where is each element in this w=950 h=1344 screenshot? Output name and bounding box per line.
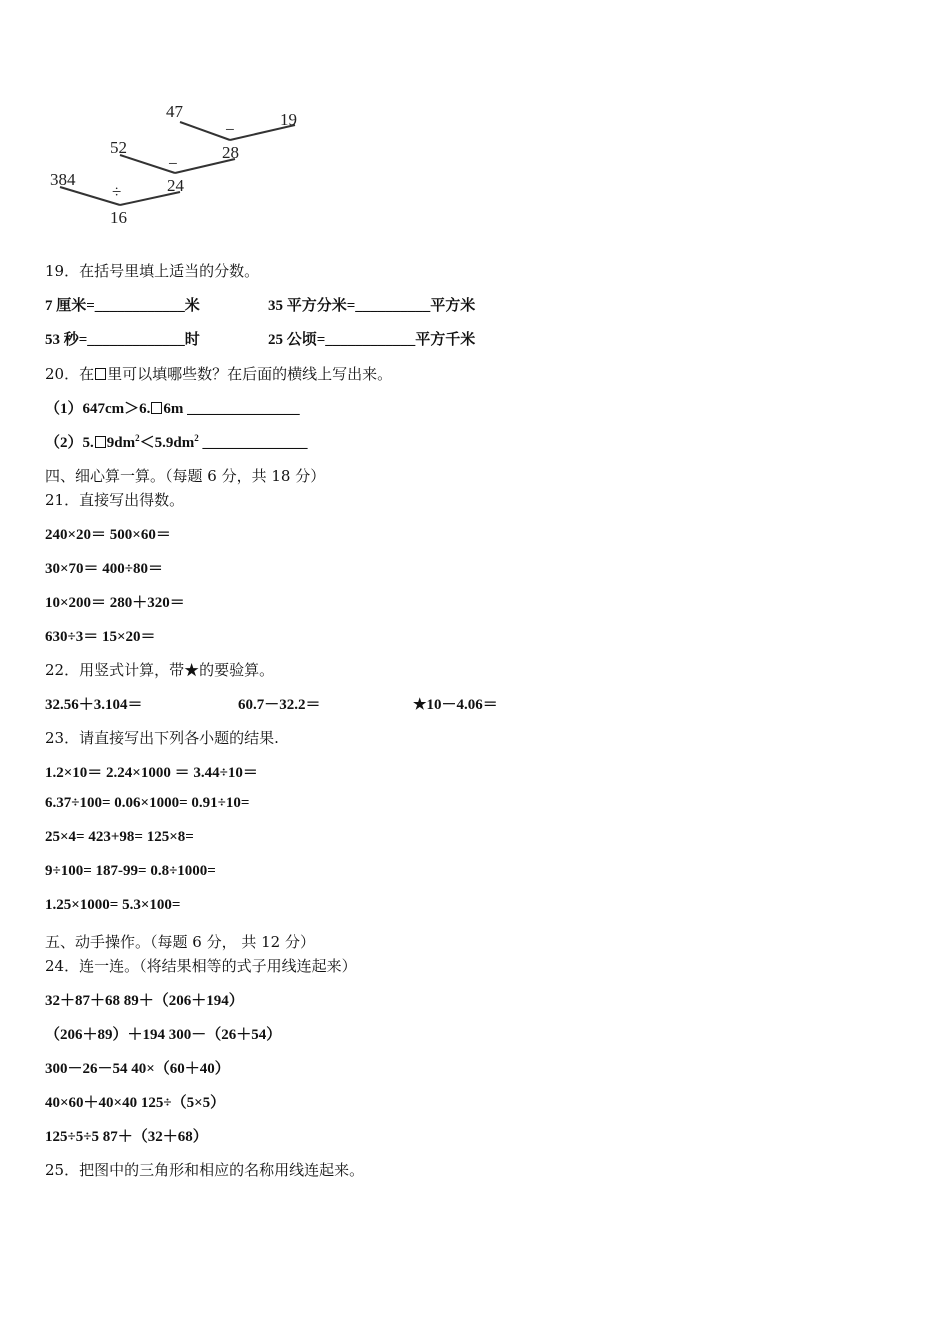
q24-row-3: 300－26－54 40×（60＋40） — [45, 1061, 230, 1077]
q20-title-start: 20．在 — [45, 365, 95, 383]
q23-row-1: 1.2×10＝ 2.24×1000 ＝ 3.44÷10＝ — [45, 765, 258, 781]
operator-minus-2: − — [168, 154, 178, 173]
q23-row-3: 25×4= 423+98= 125×8= — [45, 829, 194, 845]
q24-row-5: 125÷5÷5 87＋（32＋68） — [45, 1129, 208, 1145]
number-384: 384 — [50, 170, 76, 189]
superscript-2: 2 — [135, 433, 140, 443]
q24-title: 24．连一连。（将结果相等的式子用线连起来） — [45, 957, 357, 975]
branch-52-line — [120, 155, 175, 173]
q21-row-4: 630÷3＝ 15×20＝ — [45, 629, 156, 645]
number-47: 47 — [166, 102, 183, 121]
q24-row-1: 32＋87＋68 89＋（206＋194） — [45, 993, 244, 1009]
number-24: 24 — [167, 176, 184, 195]
q23-row-4: 9÷100= 187-99= 0.8÷1000= — [45, 863, 216, 879]
q20-part-1-end: 6m _______________ — [163, 401, 300, 417]
q22-item-c: ★10－4.06＝ — [413, 697, 498, 713]
q22-item-b: 60.7－32.2＝ — [238, 697, 321, 713]
number-52: 52 — [110, 138, 127, 157]
q24-row-4: 40×60＋40×40 125÷（5×5） — [45, 1095, 226, 1111]
q21-row-1: 240×20＝ 500×60＝ — [45, 527, 171, 543]
q21-row-3: 10×200＝ 280＋320＝ — [45, 595, 185, 611]
q20-part-1-start: （1）647cm＞6. — [45, 401, 151, 417]
blank-box-icon — [151, 402, 162, 414]
operator-divide: ÷ — [112, 182, 122, 201]
number-16: 16 — [110, 208, 127, 227]
q19-item-4: 25 公顷=____________平方千米 — [268, 332, 476, 348]
calculation-tree-diagram — [40, 95, 320, 235]
q23-row-2: 6.37÷100= 0.06×1000= 0.91÷10= — [45, 795, 250, 811]
q22-title: 22．用竖式计算，带★的要验算。 — [45, 661, 275, 679]
q20-part-2-start: （2）5. — [45, 435, 94, 451]
branch-47-line — [180, 122, 230, 140]
q25-title: 25．把图中的三角形和相应的名称用线连起来。 — [45, 1161, 365, 1179]
q21-row-2: 30×70＝ 400÷80＝ — [45, 561, 164, 577]
q24-row-2: （206＋89）＋194 300－（26＋54） — [45, 1027, 282, 1043]
blank-box-icon — [95, 436, 106, 448]
q20-title — [45, 363, 392, 384]
superscript-2: 2 — [194, 433, 199, 443]
q20-part-2 — [45, 431, 307, 452]
q20-part-2-end: ______________ — [198, 435, 308, 451]
q20-part-1 — [45, 397, 300, 418]
q19-item-3: 53 秒=_____________时 — [45, 332, 200, 348]
section-5-heading: 五、动手操作。（每题 6 分， 共 12 分） — [45, 933, 315, 951]
q23-title: 23．请直接写出下列各小题的结果. — [45, 729, 279, 747]
number-19: 19 — [280, 110, 297, 129]
q19-item-1: 7 厘米=____________米 — [45, 298, 200, 314]
operator-minus-1: − — [225, 120, 235, 139]
q19-title: 19．在括号里填上适当的分数。 — [45, 262, 260, 280]
number-28: 28 — [222, 143, 239, 162]
q22-item-a: 32.56＋3.104＝ — [45, 697, 143, 713]
q19-item-2: 35 平方分米=__________平方米 — [268, 298, 476, 314]
q20-part-2-mid: 9dm — [106, 435, 136, 451]
q21-title: 21．直接写出得数。 — [45, 491, 185, 509]
branch-384-line — [60, 187, 120, 205]
q20-part-2-mid2: ＜5.9dm — [139, 435, 195, 451]
q23-row-5: 1.25×1000= 5.3×100= — [45, 897, 181, 913]
q20-title-end: 里可以填哪些数？在后面的横线上写出来。 — [107, 365, 393, 383]
section-4-heading: 四、细心算一算。（每题 6 分，共 18 分） — [45, 467, 326, 485]
blank-box-icon — [95, 368, 106, 380]
